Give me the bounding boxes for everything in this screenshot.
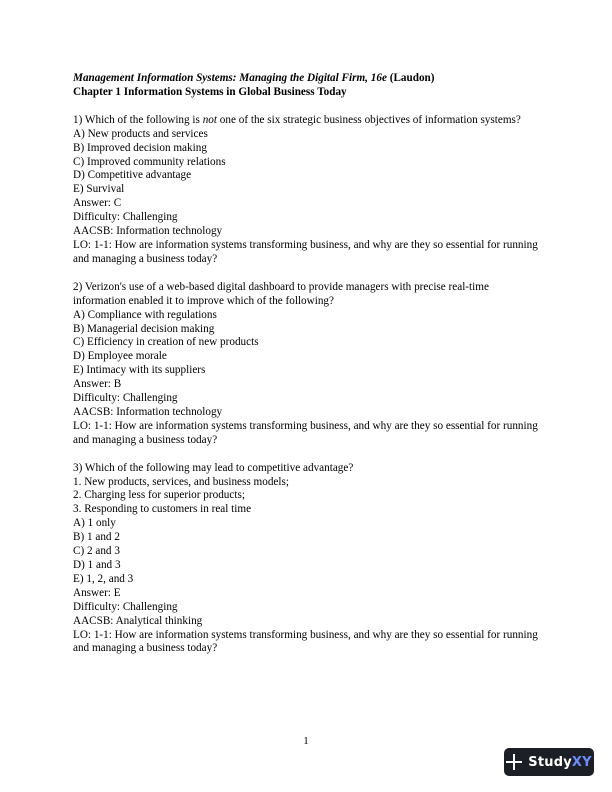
option-a: A) 1 only [73, 517, 116, 530]
option-b: B) Managerial decision making [73, 322, 215, 335]
list-item-2: 2. Charging less for superior products; [73, 489, 245, 502]
aacsb: AACSB: Information technology [73, 405, 223, 418]
aacsb: AACSB: Information technology [73, 225, 223, 238]
document-header [73, 72, 543, 100]
answer: Answer: E [73, 586, 121, 599]
option-e: E) 1, 2, and 3 [73, 572, 134, 585]
book-title-line [73, 72, 543, 86]
plus-icon [506, 754, 522, 770]
learning-objective: LO: 1-1: How are information systems transforming business, and why are they so essential for running and managing a business today? [73, 419, 538, 446]
brand-logo: StudyXY [528, 754, 592, 770]
question-stem: 2) Verizon's use of a web-based digital dashboard to provide managers with precise real-time information enabled it to improve which of the following? [73, 280, 489, 307]
difficulty: Difficulty: Challenging [73, 211, 178, 224]
list-item-3: 3. Responding to customers in real time [73, 503, 252, 516]
question-stem: 1) Which of the following is not one of the six strategic business objectives of information systems? [73, 113, 521, 126]
question-2 [73, 281, 543, 448]
book-author: (Laudon) [386, 72, 435, 84]
option-b: B) Improved decision making [73, 141, 207, 154]
option-a: A) Compliance with regulations [73, 308, 217, 321]
question-stem: 3) Which of the following may lead to competitive advantage? [73, 461, 354, 474]
stem-emphasis: not [202, 113, 217, 126]
option-d: D) Competitive advantage [73, 169, 192, 182]
answer: Answer: B [73, 378, 122, 391]
page-number: 1 [303, 735, 309, 747]
learning-objective: LO: 1-1: How are information systems transforming business, and why are they so essential for running and managing a business today? [73, 628, 538, 655]
list-item-1: 1. New products, services, and business models; [73, 475, 289, 488]
book-title: Management Information Systems: Managing the Digital Firm, 16e [73, 72, 387, 84]
option-e: E) Survival [73, 183, 125, 196]
chapter-title: Chapter 1 Information Systems in Global Business Today [73, 85, 347, 98]
option-d: D) 1 and 3 [73, 559, 121, 571]
option-c: C) 2 and 3 [73, 545, 120, 558]
document-page [73, 72, 543, 656]
difficulty: Difficulty: Challenging [73, 392, 178, 405]
answer: Answer: C [73, 197, 122, 210]
option-b: B) 1 and 2 [73, 531, 120, 544]
learning-objective: LO: 1-1: How are information systems transforming business, and why are they so essential for running and managing a business today? [73, 238, 538, 265]
aacsb: AACSB: Analytical thinking [73, 614, 203, 627]
option-a: A) New products and services [73, 127, 208, 140]
option-d: D) Employee morale [73, 350, 167, 363]
difficulty: Difficulty: Challenging [73, 600, 178, 613]
question-1 [73, 114, 543, 267]
question-3 [73, 462, 543, 657]
studyxy-watermark[interactable] [504, 748, 594, 776]
option-c: C) Improved community relations [73, 155, 226, 168]
option-e: E) Intimacy with its suppliers [73, 364, 206, 377]
option-c: C) Efficiency in creation of new products [73, 336, 259, 349]
